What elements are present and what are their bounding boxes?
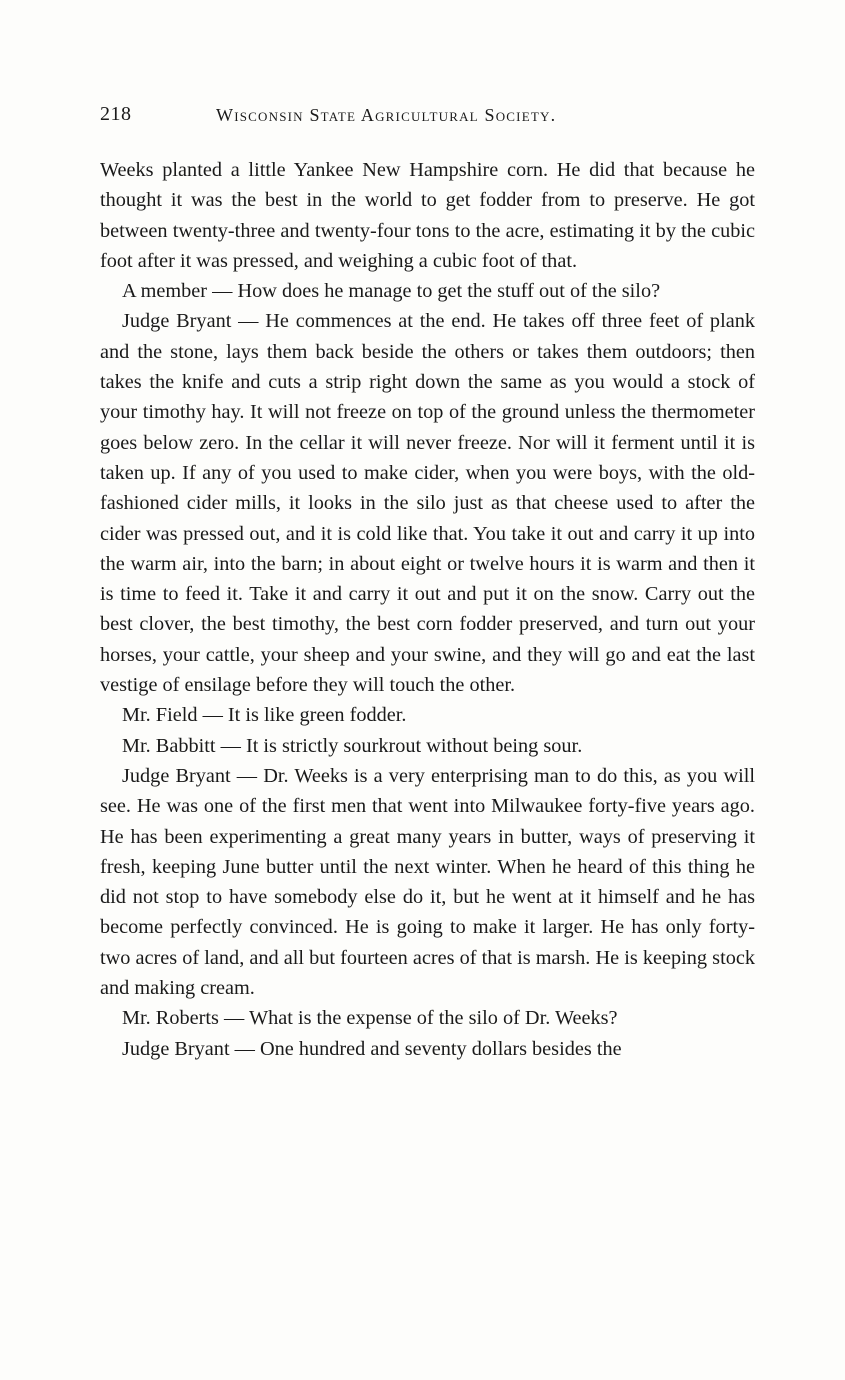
paragraph: Judge Bryant — One hundred and seventy dollars besides the bbox=[122, 1037, 622, 1060]
paragraph: Mr. Field — It is like green fodder. bbox=[122, 704, 407, 727]
paragraph: Judge Bryant — Dr. Weeks is a very enterprising man to do this, as you will see. He was one of the first men that went into Milwaukee forty-five years ago. He has been experimenting a great many years in butter, ways of preserving it fresh, keeping June butter until the next winter. When he heard of this thing he did not stop to have somebody else do it, but he went at it himself and he has become perfectly convinced. He is going to make it larger. He has only forty-two acres of land, and all but fourteen acres of that is marsh. He is keeping stock and making cream. bbox=[100, 764, 755, 1000]
paragraph: Weeks planted a little Yankee New Hampshire corn. He did that because he thought it was the best in the world to get fodder from to preserve. He got between twenty-three and twenty-four tons to the acre, estimating it by the cubic foot after it was pressed, and weighing a cubic foot of that. bbox=[100, 159, 755, 272]
running-head: Wisconsin State Agricultural Society. bbox=[216, 105, 557, 125]
paragraph: A member — How does he manage to get the stuff out of the silo? bbox=[122, 280, 661, 303]
paragraph: Mr. Roberts — What is the expense of the silo of Dr. Weeks? bbox=[122, 1007, 618, 1030]
paragraph: Judge Bryant — He commences at the end. He takes off three feet of plank and the stone, lays them back beside the others or takes them outdoors; then takes the knife and cuts a strip right down the same as you would a stock of your timothy hay. It will not freeze on top of the ground unless the thermometer goes below zero. In the cellar it will never freeze. Nor will it ferment until it is taken up. If any of you used to make cider, when you were boys, with the old-fashioned cider mills, it looks in the silo just as that cheese used to after the cider was pressed out, and it is cold like that. You take it out and carry it up into the warm air, into the barn; in about eight or twelve hours it is warm and then it is time to feed it. Take it and carry it out and put it on the snow. Carry out the best clover, the best timothy, the best corn fodder preserved, and turn out your horses, your cattle, your sheep and your swine, and they will go and eat the last vestige of ensilage before they will touch the other. bbox=[100, 310, 755, 697]
page-number: 218 bbox=[100, 103, 132, 125]
body-text bbox=[100, 155, 755, 1064]
page-header bbox=[100, 103, 755, 129]
paragraph: Mr. Babbitt — It is strictly sourkrout without being sour. bbox=[122, 734, 583, 757]
